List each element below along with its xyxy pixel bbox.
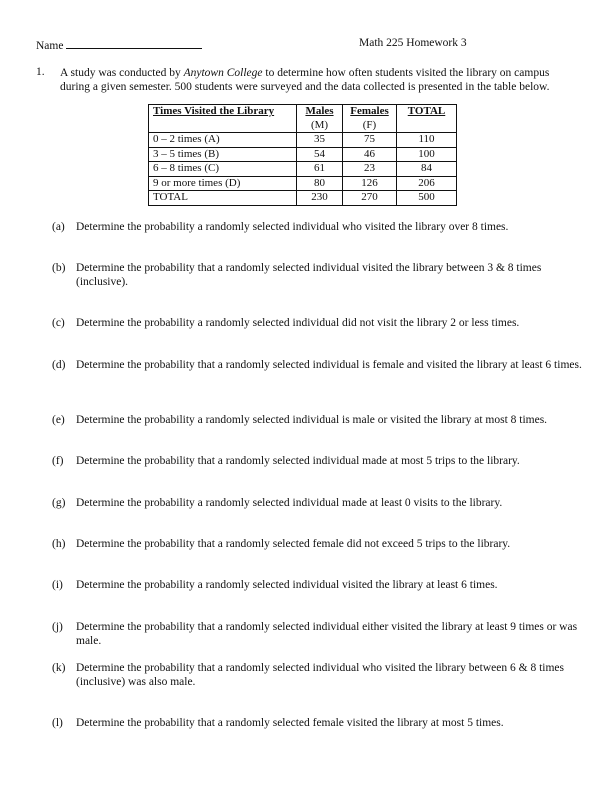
part-text: Determine the probability that a randomly selected individual either visited the library at least 9 times or was male. [76,621,578,647]
header-females-sub: (F) [362,118,377,131]
problem-text-before: A study was conducted by [60,67,184,79]
name-label: Name [36,40,64,52]
cell-females: 126 [343,176,397,191]
cell-total: 500 [397,191,457,206]
cell-males: 61 [297,162,343,177]
question-part-f [52,454,582,468]
part-text: Determine the probability that a randomly selected individual is female and visited the library at least 6 times. [76,359,582,371]
part-label: (i) [52,579,63,591]
part-text: Determine the probability a randomly selected individual did not visit the library 2 or less times. [76,317,520,329]
question-part-k [52,661,582,689]
institution-name: Anytown College [183,67,263,79]
table-header-row [149,105,457,133]
question-part-j [52,620,582,648]
cell-total: 84 [397,162,457,177]
cell-males: 54 [297,147,343,162]
part-label: (h) [52,538,66,550]
part-text: Determine the probability that a randomly selected individual who visited the library between 6 & 8 times (inclusive) was also male. [76,662,564,688]
part-label: (l) [52,717,63,729]
part-text: Determine the probability that a randomly selected individual made at most 5 trips to the library. [76,455,520,467]
part-text: Determine the probability a randomly selected individual is male or visited the library at most 8 times. [76,414,548,426]
problem-text-after: to determine how often students visited the library on campus during a given semester. 500 students were surveyed and the data collected is presented in the table below. [60,67,550,93]
question-part-i [52,578,582,592]
table-row [149,162,457,177]
part-text: Determine the probability that a randomly selected individual visited the library between 3 & 8 times (inclusive). [76,262,542,288]
cell-females: 23 [343,162,397,177]
part-text: Determine the probability a randomly selected individual who visited the library over 8 times. [76,221,509,233]
cell-total: 100 [397,147,457,162]
part-label: (g) [52,497,66,509]
part-text: Determine the probability that a randomly selected female did not exceed 5 trips to the library. [76,538,511,550]
question-part-d [52,358,582,372]
cell-total: 110 [397,133,457,148]
question-part-b [52,261,582,289]
library-visits-table [148,104,457,206]
cell-females: 270 [343,191,397,206]
row-label: 6 – 8 times (C) [149,162,297,177]
part-label: (a) [52,221,65,233]
cell-females: 46 [343,147,397,162]
header-males: Males (M) [297,105,343,133]
cell-males: 80 [297,176,343,191]
question-part-g [52,496,582,510]
header-females: Females (F) [343,105,397,133]
question-part-a [52,220,582,234]
part-label: (k) [52,662,66,674]
row-label: TOTAL [149,191,297,206]
row-label: 9 or more times (D) [149,176,297,191]
course-title: Math 225 Homework 3 [359,37,467,49]
problem-number: 1. [36,66,45,78]
table-row [149,147,457,162]
question-part-e [52,413,582,427]
row-label: 3 – 5 times (B) [149,147,297,162]
part-label: (c) [52,317,65,329]
part-text: Determine the probability a randomly selected individual visited the library at least 6 times. [76,579,498,591]
part-text: Determine the probability that a randomly selected female visited the library at most 5 times. [76,717,504,729]
cell-males: 230 [297,191,343,206]
part-label: (d) [52,359,66,371]
question-part-h [52,537,582,551]
part-label: (b) [52,262,66,274]
header-total: TOTAL [397,105,457,133]
table-row [149,133,457,148]
row-label: 0 – 2 times (A) [149,133,297,148]
question-part-c [52,316,582,330]
name-field [36,37,202,52]
part-label: (f) [52,455,64,467]
name-blank-line [66,37,202,49]
header-times-visited: Times Visited the Library [149,105,297,133]
table-total-row [149,191,457,206]
problem-statement [60,66,580,94]
cell-males: 35 [297,133,343,148]
header-males-sub: (M) [310,118,329,131]
part-label: (e) [52,414,65,426]
cell-females: 75 [343,133,397,148]
part-label: (j) [52,621,63,633]
cell-total: 206 [397,176,457,191]
table-row [149,176,457,191]
part-text: Determine the probability a randomly selected individual made at least 0 visits to the library. [76,497,503,509]
question-part-l [52,716,582,730]
